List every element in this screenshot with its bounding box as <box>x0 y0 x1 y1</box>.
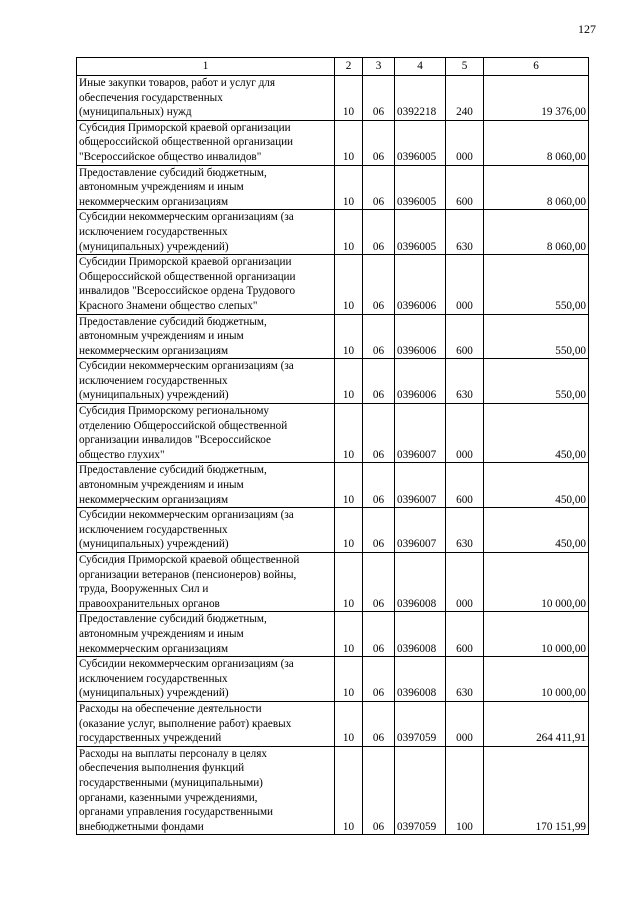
row-section-cell: 10 <box>335 612 363 657</box>
row-subsection-cell: 06 <box>363 210 395 255</box>
row-expense-type-cell: 630 <box>446 508 484 553</box>
row-section-cell: 10 <box>335 76 363 121</box>
table-row <box>77 612 589 657</box>
row-name-cell: Субсидии некоммерческим организациям (за исключением государственных (муниципальных) учреждений) <box>77 210 335 255</box>
table-row <box>77 404 589 463</box>
row-expense-type-cell: 600 <box>446 165 484 210</box>
row-target-article-cell: 0396007 <box>395 463 446 508</box>
row-name-cell: Предоставление субсидий бюджетным, автономным учреждениям и иным некоммерческим организациям <box>77 612 335 657</box>
row-expense-type-cell: 600 <box>446 463 484 508</box>
row-expense-type-cell: 600 <box>446 314 484 359</box>
row-subsection-cell: 06 <box>363 76 395 121</box>
table-row <box>77 255 589 314</box>
row-expense-type-cell: 000 <box>446 701 484 746</box>
row-amount-cell: 170 151,99 <box>484 746 589 835</box>
table-row <box>77 359 589 404</box>
row-section-cell: 10 <box>335 120 363 165</box>
row-expense-type-cell: 000 <box>446 255 484 314</box>
row-expense-type-cell: 240 <box>446 76 484 121</box>
row-expense-type-cell: 630 <box>446 359 484 404</box>
row-amount-cell: 550,00 <box>484 314 589 359</box>
row-target-article-cell: 0396007 <box>395 404 446 463</box>
row-name-cell: Расходы на обеспечение деятельности (оказание услуг, выполнение работ) краевых государственных учреждений <box>77 701 335 746</box>
row-section-cell: 10 <box>335 553 363 612</box>
row-amount-cell: 10 000,00 <box>484 657 589 702</box>
row-name-cell: Предоставление субсидий бюджетным, автономным учреждениям и иным некоммерческим организациям <box>77 314 335 359</box>
row-target-article-cell: 0392218 <box>395 76 446 121</box>
row-subsection-cell: 06 <box>363 553 395 612</box>
row-subsection-cell: 06 <box>363 701 395 746</box>
row-target-article-cell: 0396005 <box>395 210 446 255</box>
row-subsection-cell: 06 <box>363 463 395 508</box>
row-section-cell: 10 <box>335 701 363 746</box>
header-col-2: 2 <box>335 58 363 76</box>
row-subsection-cell: 06 <box>363 612 395 657</box>
row-amount-cell: 450,00 <box>484 404 589 463</box>
table-header-row <box>77 58 589 76</box>
row-target-article-cell: 0396008 <box>395 612 446 657</box>
row-amount-cell: 450,00 <box>484 508 589 553</box>
row-name-cell: Субсидии Приморской краевой организации Общероссийской общественной организации инвалидов "Всероссийское ордена Трудового Красного Знамени общество слепых" <box>77 255 335 314</box>
table-row <box>77 210 589 255</box>
row-target-article-cell: 0396008 <box>395 553 446 612</box>
table-row <box>77 165 589 210</box>
row-subsection-cell: 06 <box>363 165 395 210</box>
budget-table <box>76 57 589 835</box>
table-row <box>77 701 589 746</box>
header-col-6: 6 <box>484 58 589 76</box>
row-expense-type-cell: 600 <box>446 612 484 657</box>
row-amount-cell: 8 060,00 <box>484 210 589 255</box>
row-amount-cell: 8 060,00 <box>484 165 589 210</box>
row-section-cell: 10 <box>335 463 363 508</box>
table-row <box>77 314 589 359</box>
row-expense-type-cell: 000 <box>446 553 484 612</box>
row-section-cell: 10 <box>335 255 363 314</box>
row-target-article-cell: 0396006 <box>395 255 446 314</box>
row-name-cell: Иные закупки товаров, работ и услуг для обеспечения государственных (муниципальных) нужд <box>77 76 335 121</box>
row-amount-cell: 550,00 <box>484 255 589 314</box>
row-subsection-cell: 06 <box>363 255 395 314</box>
row-name-cell: Субсидии некоммерческим организациям (за исключением государственных (муниципальных) учреждений) <box>77 508 335 553</box>
row-target-article-cell: 0396005 <box>395 165 446 210</box>
table-row <box>77 746 589 835</box>
table-row <box>77 657 589 702</box>
row-name-cell: Предоставление субсидий бюджетным, автономным учреждениям и иным некоммерческим организациям <box>77 463 335 508</box>
table-row <box>77 76 589 121</box>
header-col-1: 1 <box>77 58 335 76</box>
row-expense-type-cell: 000 <box>446 404 484 463</box>
row-expense-type-cell: 100 <box>446 746 484 835</box>
row-name-cell: Предоставление субсидий бюджетным, автономным учреждениям и иным некоммерческим организациям <box>77 165 335 210</box>
table-row <box>77 120 589 165</box>
row-name-cell: Субсидия Приморской краевой общественной организации ветеранов (пенсионеров) войны, труда, Вооруженных Сил и правоохранительных органов <box>77 553 335 612</box>
row-amount-cell: 550,00 <box>484 359 589 404</box>
row-name-cell: Субсидии некоммерческим организациям (за исключением государственных (муниципальных) учреждений) <box>77 359 335 404</box>
header-col-3: 3 <box>363 58 395 76</box>
row-section-cell: 10 <box>335 359 363 404</box>
row-amount-cell: 8 060,00 <box>484 120 589 165</box>
page-number: 127 <box>578 22 596 36</box>
row-target-article-cell: 0397059 <box>395 701 446 746</box>
row-amount-cell: 264 411,91 <box>484 701 589 746</box>
row-expense-type-cell: 630 <box>446 210 484 255</box>
row-section-cell: 10 <box>335 404 363 463</box>
row-target-article-cell: 0396007 <box>395 508 446 553</box>
table-row <box>77 463 589 508</box>
row-name-cell: Расходы на выплаты персоналу в целях обеспечения выполнения функций государственными (муниципальными) органами, казенными учреждениями, органами управления государственными внебюджетными фондами <box>77 746 335 835</box>
header-col-4: 4 <box>395 58 446 76</box>
row-subsection-cell: 06 <box>363 508 395 553</box>
row-subsection-cell: 06 <box>363 120 395 165</box>
row-section-cell: 10 <box>335 746 363 835</box>
row-subsection-cell: 06 <box>363 746 395 835</box>
row-subsection-cell: 06 <box>363 359 395 404</box>
row-section-cell: 10 <box>335 165 363 210</box>
row-section-cell: 10 <box>335 508 363 553</box>
row-subsection-cell: 06 <box>363 404 395 463</box>
row-name-cell: Субсидия Приморской краевой организации общероссийской общественной организации "Всероссийское общество инвалидов" <box>77 120 335 165</box>
row-amount-cell: 10 000,00 <box>484 612 589 657</box>
row-expense-type-cell: 630 <box>446 657 484 702</box>
row-name-cell: Субсидии некоммерческим организациям (за исключением государственных (муниципальных) учреждений) <box>77 657 335 702</box>
row-subsection-cell: 06 <box>363 314 395 359</box>
row-name-cell: Субсидия Приморскому региональному отделению Общероссийской общественной организации инвалидов "Всероссийское общество глухих" <box>77 404 335 463</box>
row-amount-cell: 10 000,00 <box>484 553 589 612</box>
row-target-article-cell: 0396008 <box>395 657 446 702</box>
row-target-article-cell: 0397059 <box>395 746 446 835</box>
row-expense-type-cell: 000 <box>446 120 484 165</box>
row-section-cell: 10 <box>335 210 363 255</box>
row-amount-cell: 450,00 <box>484 463 589 508</box>
table-row <box>77 553 589 612</box>
row-section-cell: 10 <box>335 657 363 702</box>
row-target-article-cell: 0396006 <box>395 314 446 359</box>
header-col-5: 5 <box>446 58 484 76</box>
table-row <box>77 508 589 553</box>
row-target-article-cell: 0396006 <box>395 359 446 404</box>
row-section-cell: 10 <box>335 314 363 359</box>
row-amount-cell: 19 376,00 <box>484 76 589 121</box>
row-target-article-cell: 0396005 <box>395 120 446 165</box>
row-subsection-cell: 06 <box>363 657 395 702</box>
